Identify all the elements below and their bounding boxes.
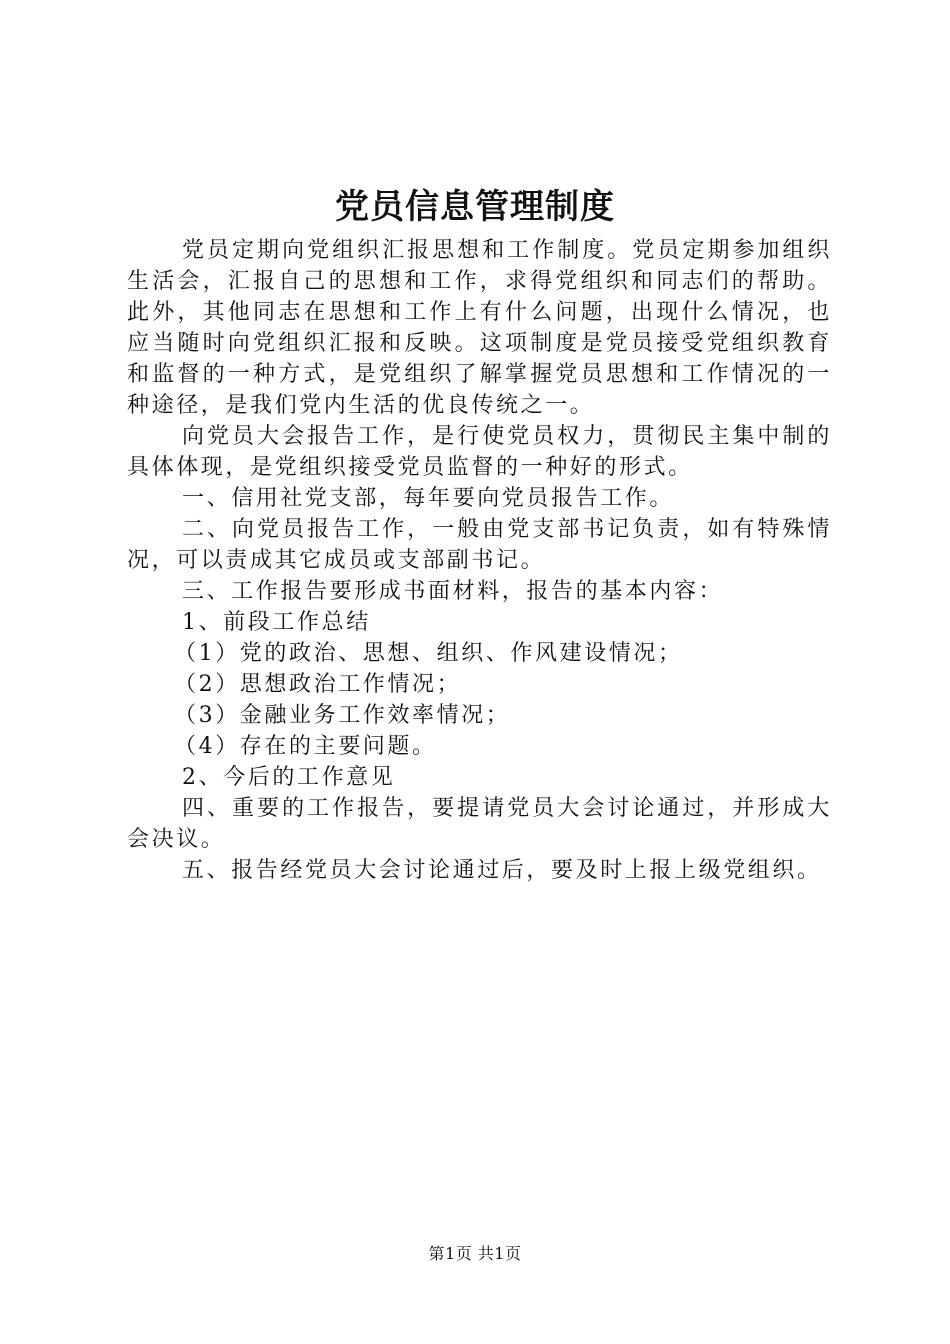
rule-5: 五、报告经党员大会讨论通过后，要及时上报上级党组织。 [182, 858, 822, 883]
section-1-item: （4）存在的主要问题。 [174, 734, 437, 759]
page-footer: 第1页 共1页 [428, 1244, 522, 1263]
section-1-item: （2）思想政治工作情况； [174, 672, 462, 697]
paragraph-reporting-system: 党员定期向党组织汇报思想和工作制度。党员定期参加组织生活会，汇报自己的思想和工作，求得党组织和同志们的帮助。此外，其他同志在思想和工作上有什么问题，出现什么情况，也应当随时向党组织汇报和反映。这项制度是党员接受党组织教育和监督的一种方式，是党组织了解掌握党员思想和工作情况的一种途径，是我们党内生活的优良传统之一。 [127, 238, 832, 418]
rule-2: 二、向党员报告工作，一般由党支部书记负责，如有特殊情况，可以责成其它成员或支部副书记。 [127, 517, 832, 573]
section-1-item: （1）党的政治、思想、组织、作风建设情况； [174, 641, 683, 666]
section-2-heading: 2、今后的工作意见 [182, 765, 396, 790]
section-1-item: （3）金融业务工作效率情况； [174, 703, 511, 728]
rule-3: 三、工作报告要形成书面材料，报告的基本内容： [182, 579, 724, 604]
section-1-heading: 1、前段工作总结 [182, 610, 371, 635]
document-body [127, 235, 832, 886]
document-title: 党员信息管理制度 [335, 187, 615, 227]
rule-1: 一、信用社党支部，每年要向党员报告工作。 [182, 486, 675, 511]
paragraph-party-congress-report: 向党员大会报告工作，是行使党员权力，贯彻民主集中制的具体体现，是党组织接受党员监督的一种好的形式。 [127, 424, 832, 480]
rule-4: 四、重要的工作报告，要提请党员大会讨论通过，并形成大会决议。 [127, 796, 832, 852]
